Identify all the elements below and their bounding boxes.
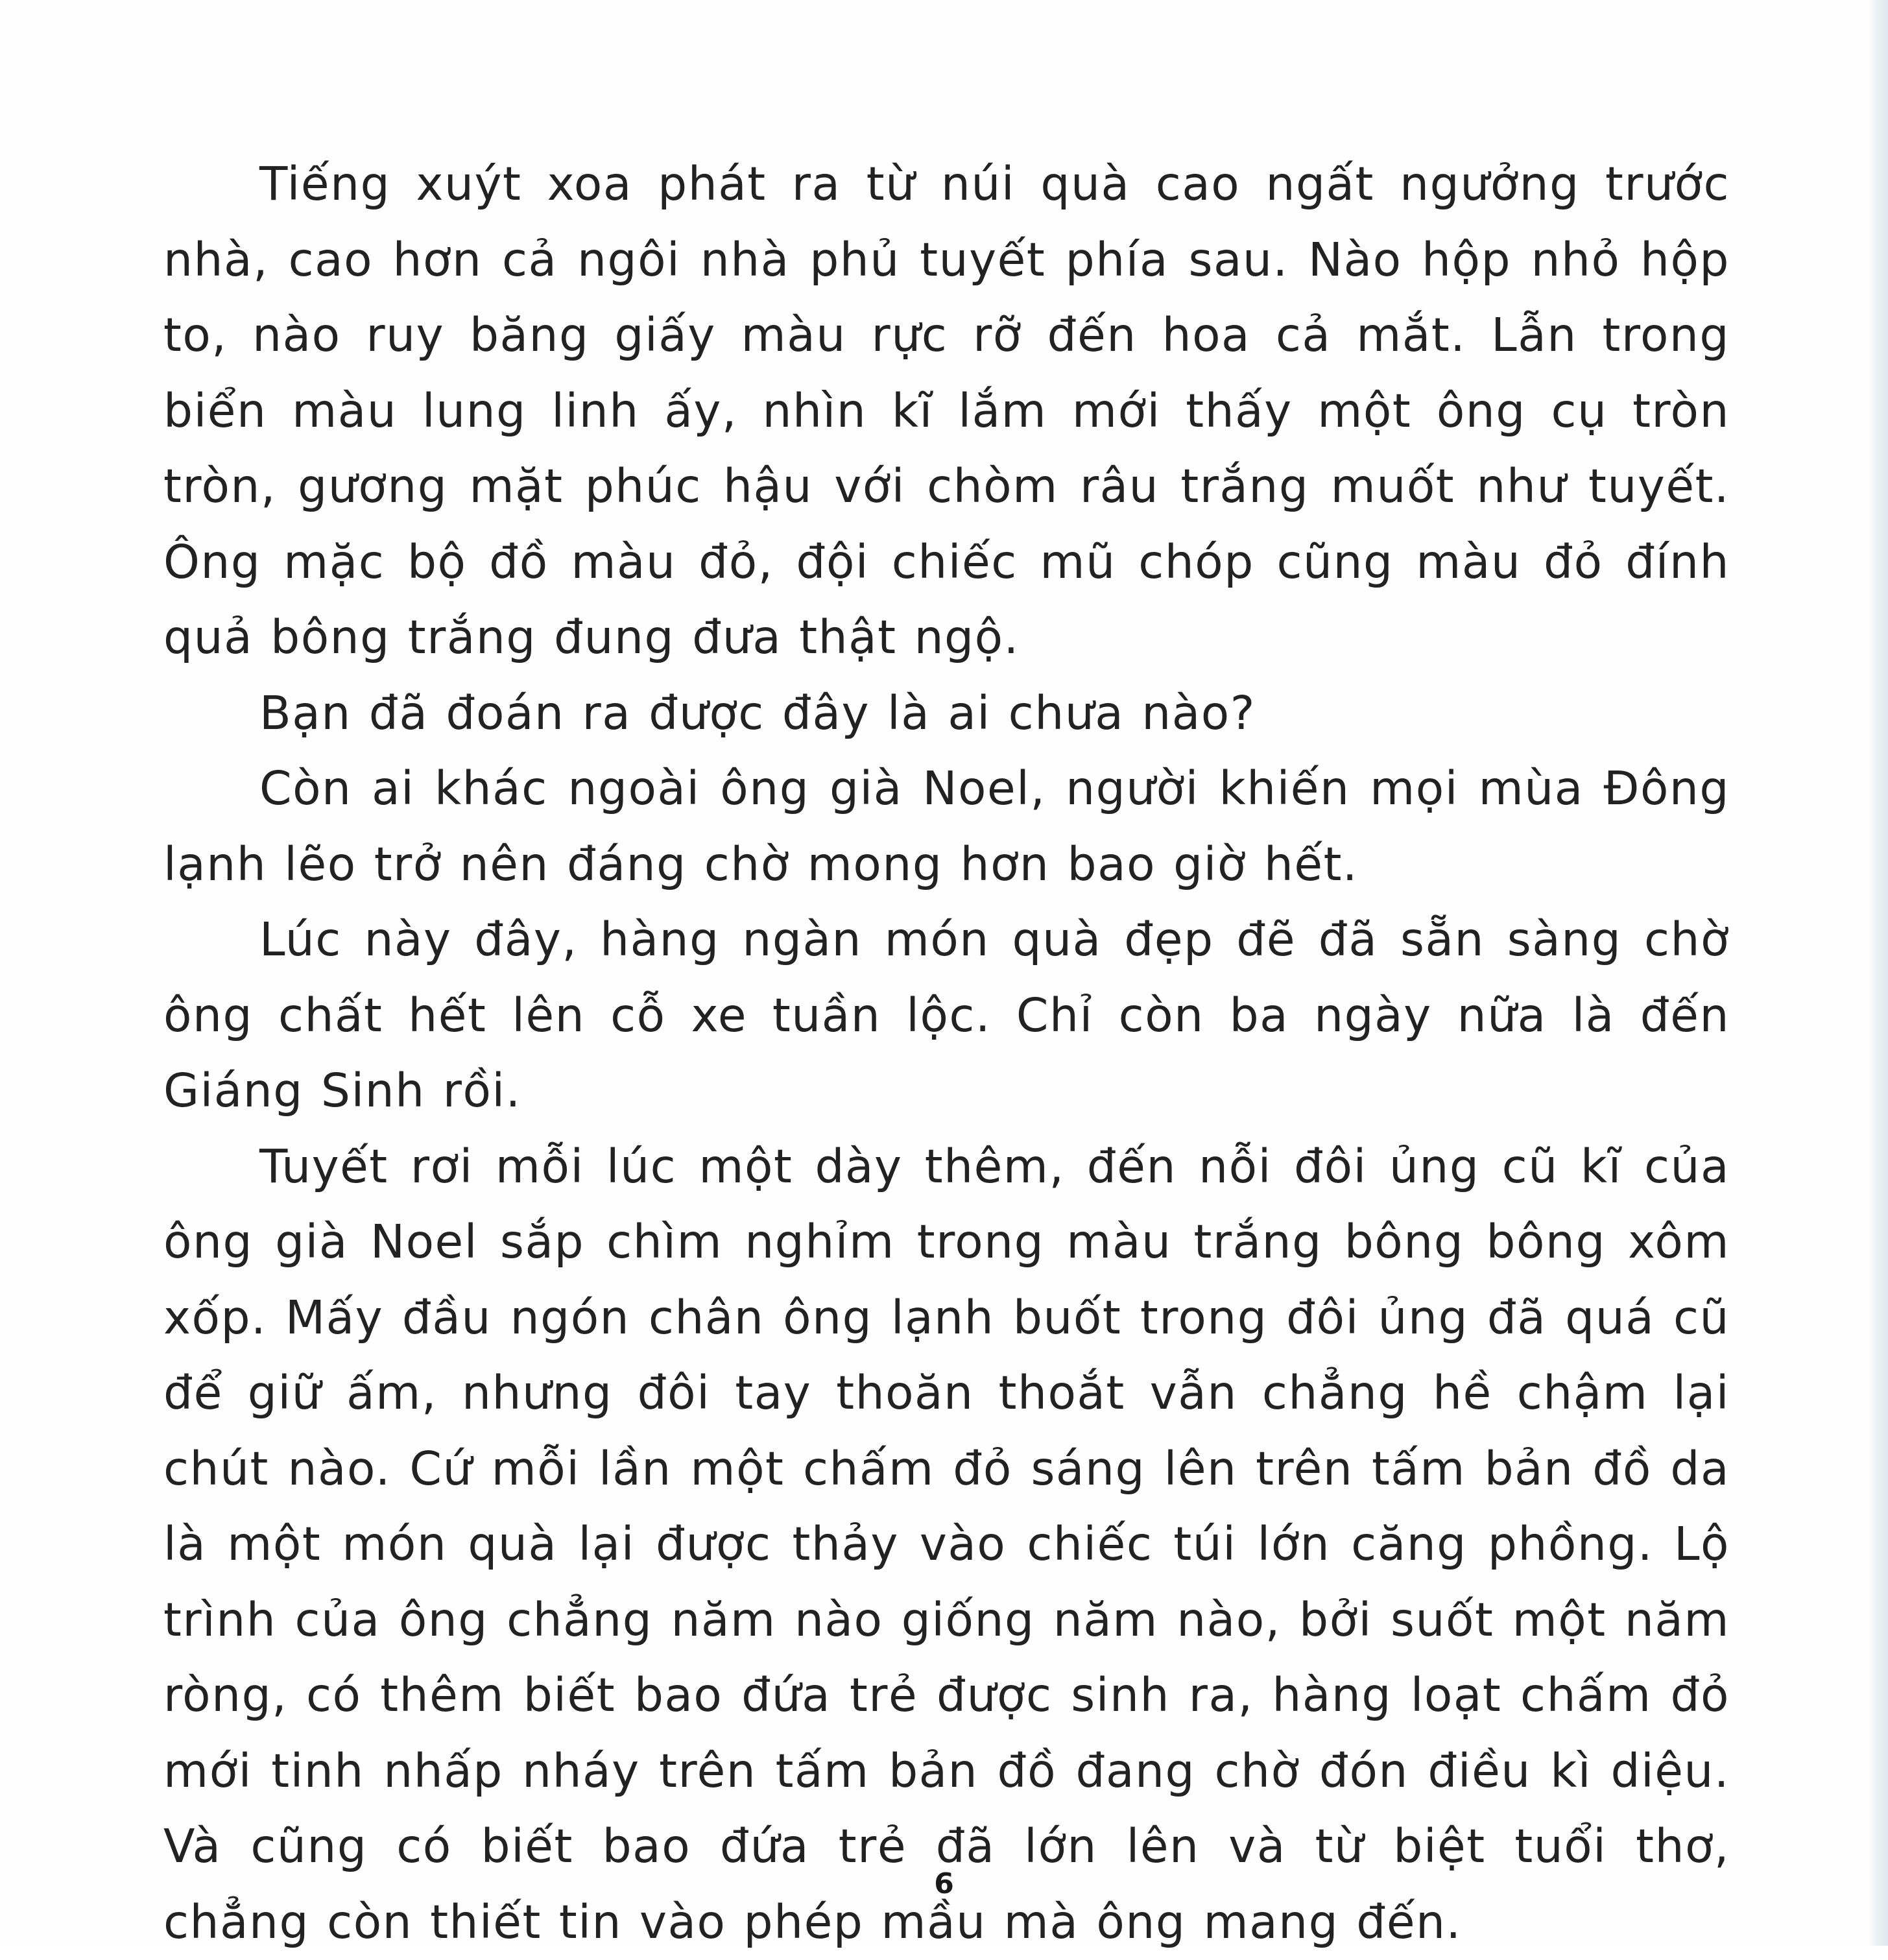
- page-number: 6: [0, 1868, 1888, 1900]
- paragraph-guess-question: Bạn đã đoán ra được đây là ai chưa nào?: [163, 676, 1730, 752]
- page-edge-shadow: [1867, 0, 1888, 1946]
- story-text: [163, 147, 1730, 1960]
- paragraph-gifts-ready: Lúc này đây, hàng ngàn món quà đẹp đẽ đã sẵn sàng chờ ông chất hết lên cỗ xe tuần lộc. Chỉ còn ba ngày nữa là đến Giáng Sinh rồi.: [163, 902, 1730, 1129]
- paragraph-santa-reveal: Còn ai khác ngoài ông già Noel, người khiến mọi mùa Đông lạnh lẽo trở nên đáng chờ mong hơn bao giờ hết.: [163, 751, 1730, 902]
- paragraph-snow-and-map: Tuyết rơi mỗi lúc một dày thêm, đến nỗi đôi ủng cũ kĩ của ông già Noel sắp chìm nghỉm trong màu trắng bông bông xôm xốp. Mấy đầu ngón chân ông lạnh buốt trong đôi ủng đã quá cũ để giữ ấm, nhưng đôi tay thoăn thoắt vẫn chẳng hề chậm lại chút nào. Cứ mỗi lần một chấm đỏ sáng lên trên tấm bản đồ da là một món quà lại được thảy vào chiếc túi lớn căng phồng. Lộ trình của ông chẳng năm nào giống năm nào, bởi suốt một năm ròng, có thêm biết bao đứa trẻ được sinh ra, hàng loạt chấm đỏ mới tinh nhấp nháy trên tấm bản đồ đang chờ đón điều kì diệu. Và cũng có biết bao đứa trẻ đã lớn lên và từ biệt tuổi thơ, chẳng còn thiết tin vào phép mầu mà ông mang đến.: [163, 1129, 1730, 1960]
- paragraph-gift-mountain: Tiếng xuýt xoa phát ra từ núi quà cao ngất ngưởng trước nhà, cao hơn cả ngôi nhà phủ tuyết phía sau. Nào hộp nhỏ hộp to, nào ruy băng giấy màu rực rỡ đến hoa cả mắt. Lẫn trong biển màu lung linh ấy, nhìn kĩ lắm mới thấy một ông cụ tròn tròn, gương mặt phúc hậu với chòm râu trắng muốt như tuyết. Ông mặc bộ đồ màu đỏ, đội chiếc mũ chóp cũng màu đỏ đính quả bông trắng đung đưa thật ngộ.: [163, 147, 1730, 676]
